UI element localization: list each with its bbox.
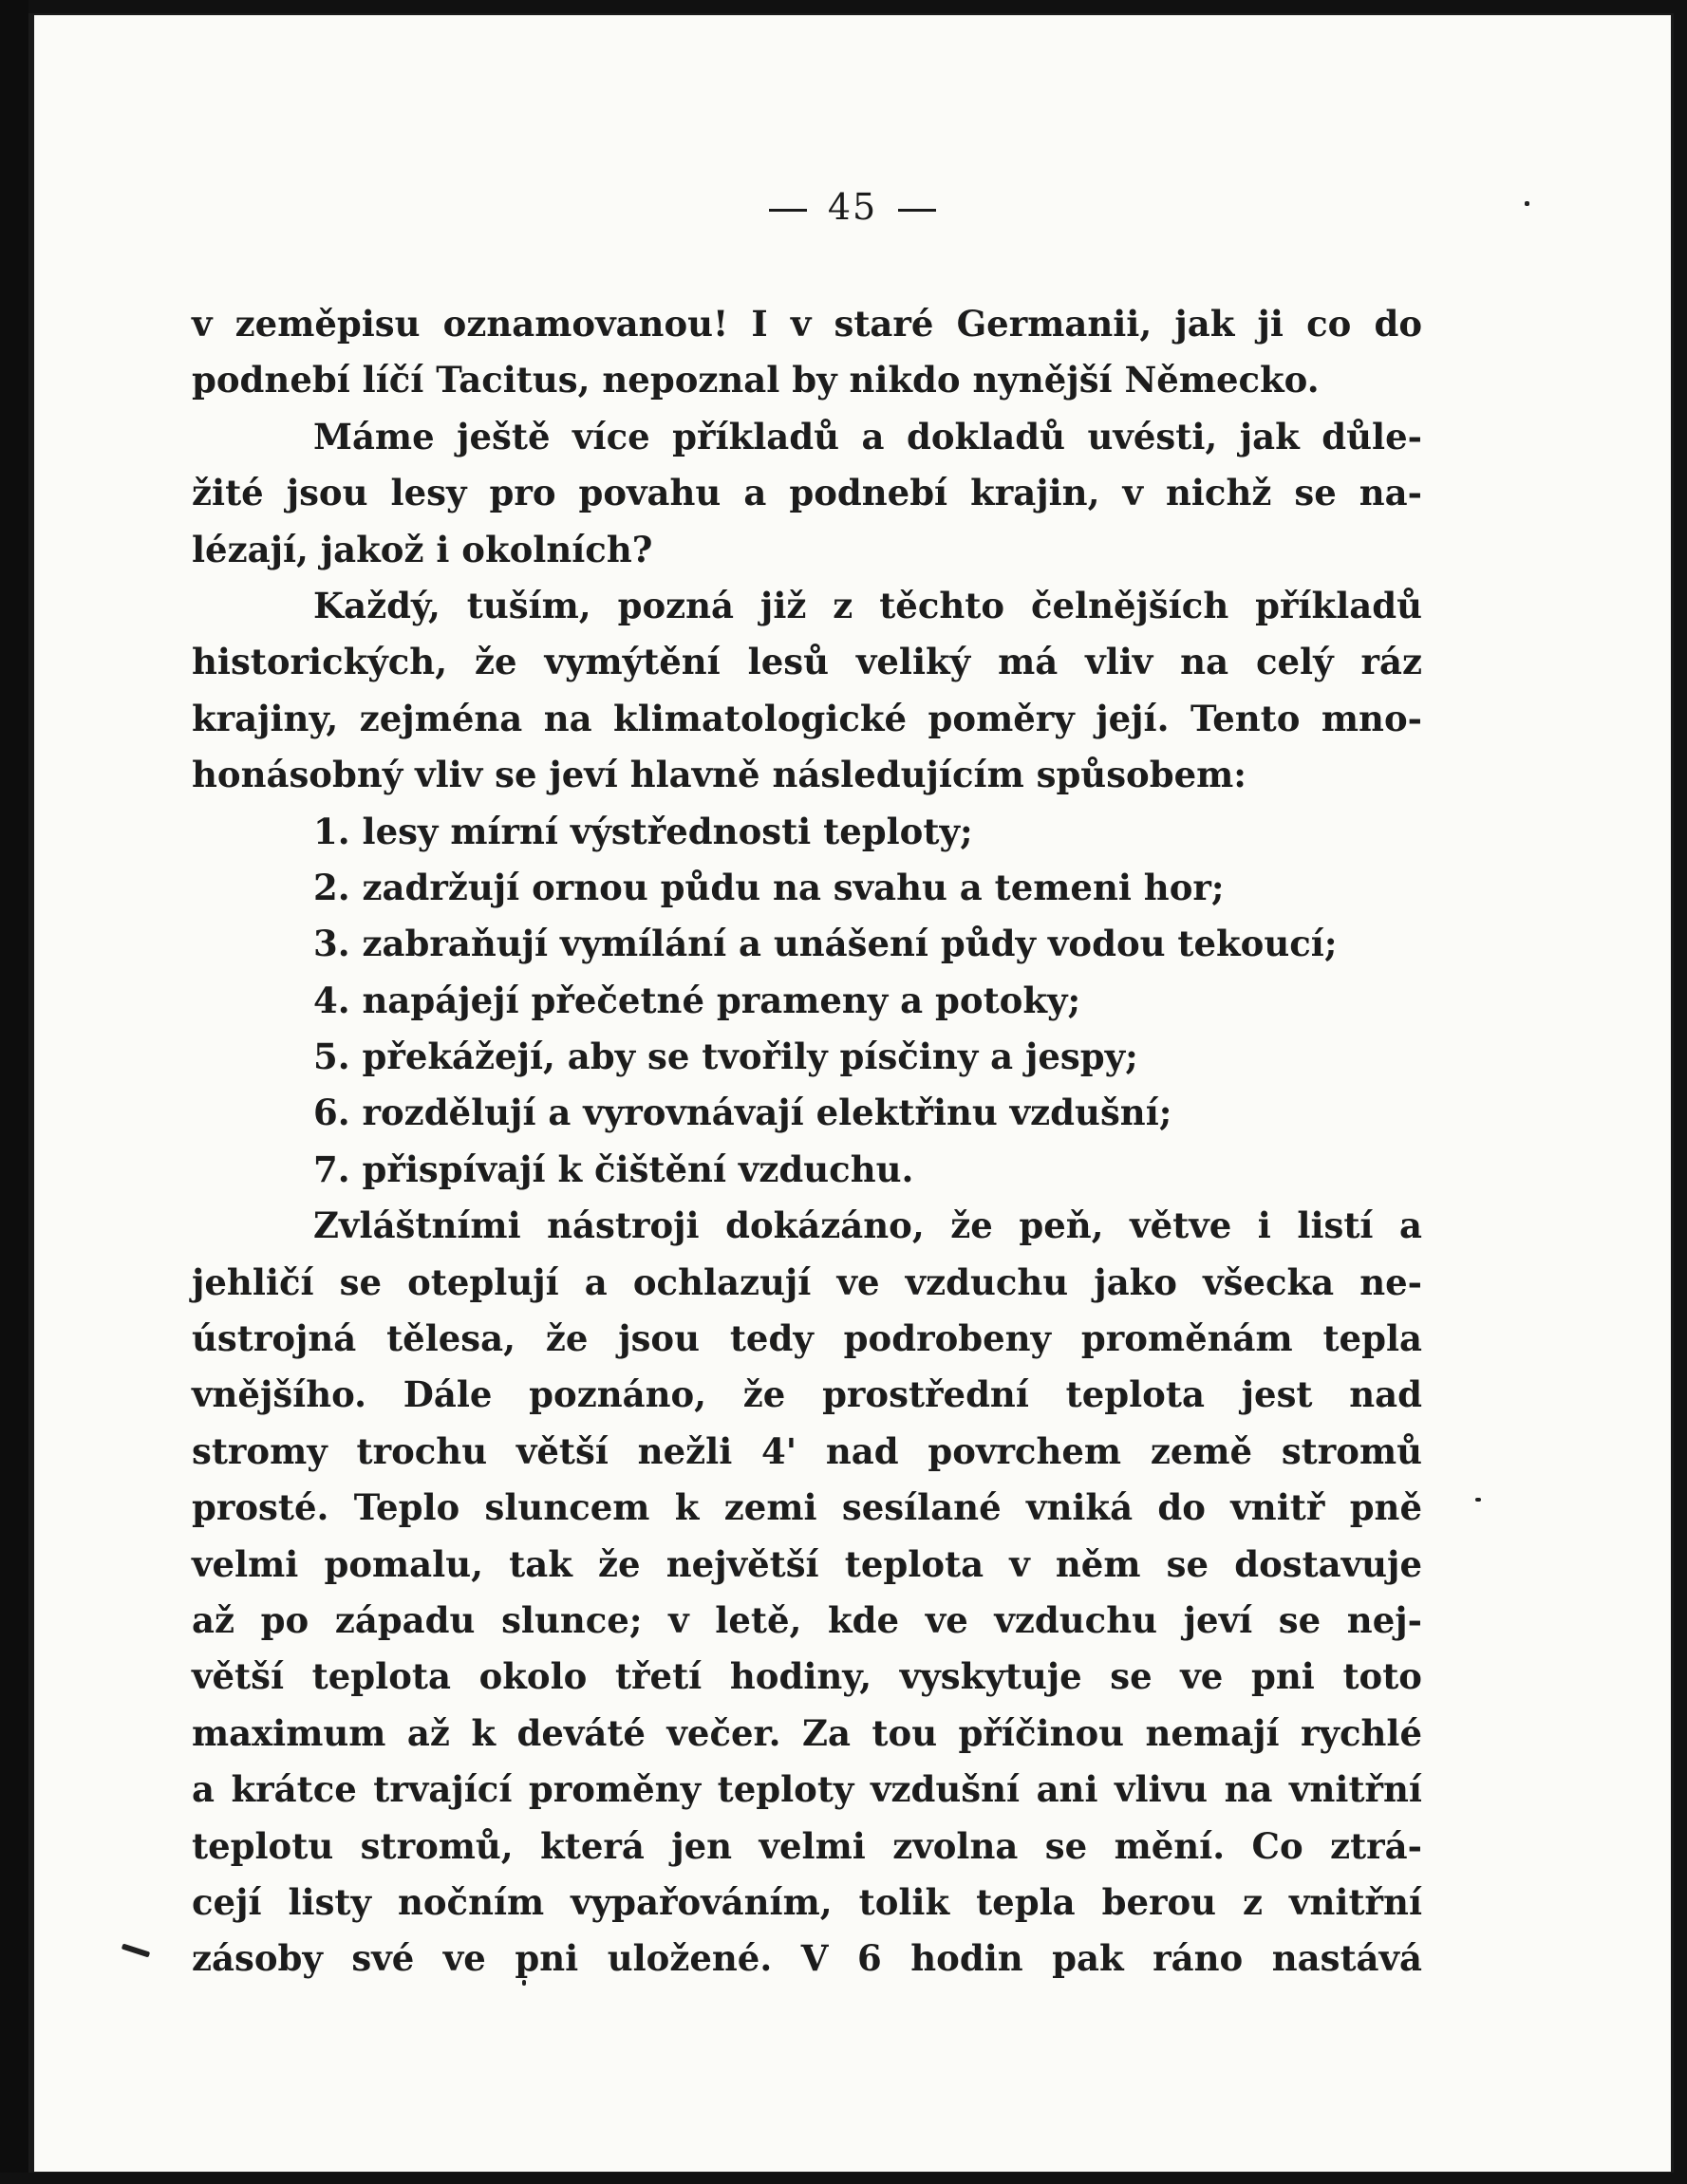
text-line: v zeměpisu oznamovanou! I v staré Germanii, jak ji co do xyxy=(192,303,1422,345)
list-item: 3. zabraňují vymílání a unášení půdy vodou tekoucí; xyxy=(313,923,1338,965)
text-line: cejí listy nočním vypařováním, tolik tepla berou z vnitřní xyxy=(192,1880,1422,1923)
text-line: žité jsou lesy pro povahu a podnebí krajin, v nichž se na- xyxy=(192,472,1422,514)
scan-frame-left xyxy=(0,0,28,2184)
list-item: 6. rozdělují a vyrovnávají elektřinu vzdušní; xyxy=(313,1092,1172,1134)
page-number-header xyxy=(34,186,1671,228)
text-line: podnebí líčí Tacitus, nepoznal by nikdo nynější Německo. xyxy=(192,359,1320,401)
body-text xyxy=(192,296,1422,1988)
text-line: lézají, jakož i okolních? xyxy=(192,528,653,570)
text-line: až po západu slunce; v letě, kde ve vzduchu jeví se nej- xyxy=(192,1598,1422,1641)
scan-frame-top xyxy=(0,0,1687,13)
text-line: vnějšího. Dále poznáno, že prostřední teplota jest nad xyxy=(192,1373,1422,1416)
book-page xyxy=(34,15,1671,2172)
text-line: historických, že vymýtění lesů veliký má vliv na celý ráz xyxy=(192,641,1422,683)
dash-right xyxy=(898,209,936,212)
dash-left xyxy=(769,209,807,212)
list-item: 7. přispívají k čištění vzduchu. xyxy=(313,1148,914,1190)
scan-speck xyxy=(1475,1498,1481,1502)
scan-speck xyxy=(1525,201,1529,206)
text-line: maximum až k deváté večer. Za tou příčinou nemají rychlé xyxy=(192,1711,1422,1754)
text-line: Zvláštními nástroji dokázáno, že peň, větve i listí a xyxy=(313,1204,1422,1247)
scan-frame-bottom xyxy=(0,2173,1687,2184)
list-item: 5. překážejí, aby se tvořily písčiny a jespy; xyxy=(313,1036,1138,1078)
text-line: větší teplota okolo třetí hodiny, vyskytuje se ve pni toto xyxy=(192,1655,1422,1698)
text-line: a krátce trvající proměny teploty vzdušní ani vlivu na vnitřní xyxy=(192,1768,1422,1811)
text-line: teplotu stromů, která jen velmi zvolna se mění. Co ztrá- xyxy=(192,1824,1422,1867)
text-line: krajiny, zejména na klimatologické poměry její. Tento mno- xyxy=(192,697,1422,739)
text-line: prosté. Teplo sluncem k zemi sesílané vniká do vnitř pně xyxy=(192,1486,1422,1529)
text-line: velmi pomalu, tak že největší teplota v něm se dostavuje xyxy=(192,1542,1422,1585)
list-item: 4. napájejí přečetné prameny a potoky; xyxy=(313,979,1081,1021)
text-line: jehličí se oteplují a ochlazují ve vzduchu jako všecka ne- xyxy=(192,1260,1422,1303)
page-number: 45 xyxy=(827,186,878,228)
list-item: 1. lesy mírní výstřednosti teploty; xyxy=(313,810,973,852)
text-line: zásoby své ve pni uložené. V 6 hodin pak ráno nastává xyxy=(192,1937,1422,1980)
text-line: ústrojná tělesa, že jsou tedy podrobeny proměnám tepla xyxy=(192,1317,1422,1360)
scan-speck xyxy=(522,1980,526,1986)
text-line: Máme ještě více příkladů a dokladů uvésti, jak důle- xyxy=(313,415,1422,457)
text-line: honásobný vliv se jeví hlavně následujícím spůsobem: xyxy=(192,754,1247,796)
scan-frame-right xyxy=(1674,0,1687,2184)
text-line: stromy trochu větší nežli 4' nad povrchem země stromů xyxy=(192,1429,1422,1472)
list-item: 2. zadržují ornou půdu na svahu a temeni hor; xyxy=(313,866,1225,908)
scan-speck xyxy=(122,1944,150,1958)
text-line: Každý, tuším, pozná již z těchto čelnějších příkladů xyxy=(313,584,1422,626)
